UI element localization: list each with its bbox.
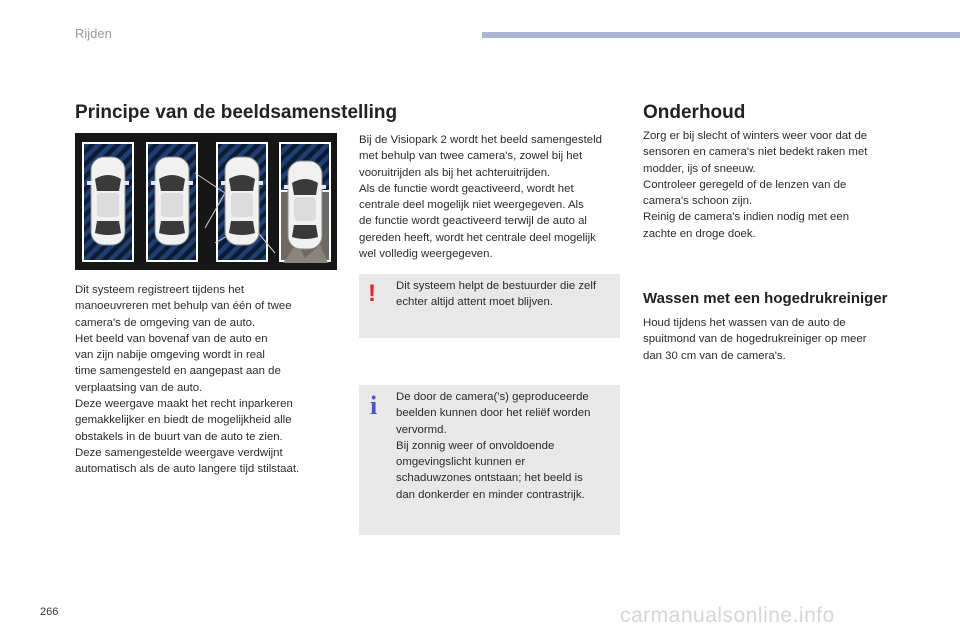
page-number: 266	[40, 606, 59, 618]
parking-view-image	[75, 133, 337, 270]
info-icon	[370, 391, 378, 420]
pressure-washer-title: Wassen met een hogedrukreiniger	[643, 290, 888, 307]
warning-icon	[368, 282, 376, 306]
maintenance-title: Onderhoud	[643, 102, 746, 123]
warning-box	[359, 274, 620, 338]
principle-text: Dit systeem registreert tijdens het manoeuvreren met behulp van één of twee camera's de omgeving van de auto. Het beeld van bovenaf van de auto en van zijn nabije omgeving wordt in real time samengesteld en aangepast aan de verplaatsing van de auto. Deze weergave maakt het recht inparkeren gemakkelijker en biedt de mogelijkheid alle obstakels in de buurt van de auto te zien. Deze samengestelde weergave verdwijnt automatisch als de auto langere tijd stilstaat.	[75, 284, 300, 476]
info-box	[359, 385, 620, 535]
info-text: De door de camera('s) geproduceerde beelden kunnen door het reliëf worden vervormd. Bij zonnig weer of onvoldoende omgevingslicht kunnen er schaduwzones ontstaan; het beeld is dan donkerder en minder contrastrijk.	[396, 391, 591, 501]
principle-title: Principe van de beeldsamenstelling	[75, 102, 398, 123]
visiopark-text: Bij de Visiopark 2 wordt het beeld samengesteld met behulp van twee camera's, zowel bij het vooruitrijden als bij het achteruitrijden. Als de functie wordt geactiveerd, wordt het centrale deel mogelijk niet weergegeven. Als de functie wordt geactiveerd terwijl de auto al gereden heeft, wordt het centrale deel mogelijk wel volledig weergegeven.	[359, 134, 602, 261]
warning-text: Dit systeem helpt de bestuurder die zelf echter altijd attent moet blijven.	[396, 280, 597, 309]
camera-illustration	[75, 133, 337, 270]
warning-symbol: !	[368, 280, 376, 307]
maintenance-text: Zorg er bij slecht of winters weer voor dat de sensoren en camera's niet bedekt raken met modder, ijs of sneeuw. Controleer geregeld of de lenzen van de camera's schoon zijn. Reinig de camera's indien nodig met een zachte en droge doek.	[643, 130, 868, 240]
section-label: Rijden	[75, 26, 112, 41]
info-symbol: i	[370, 391, 378, 420]
pressure-washer-text: Houd tijdens het wassen van de auto de spuitmond van de hogedrukreiniger op meer dan 30 cm van de camera's.	[643, 317, 867, 362]
header-bar	[482, 32, 960, 38]
watermark: carmanualsonline.info	[620, 604, 835, 627]
